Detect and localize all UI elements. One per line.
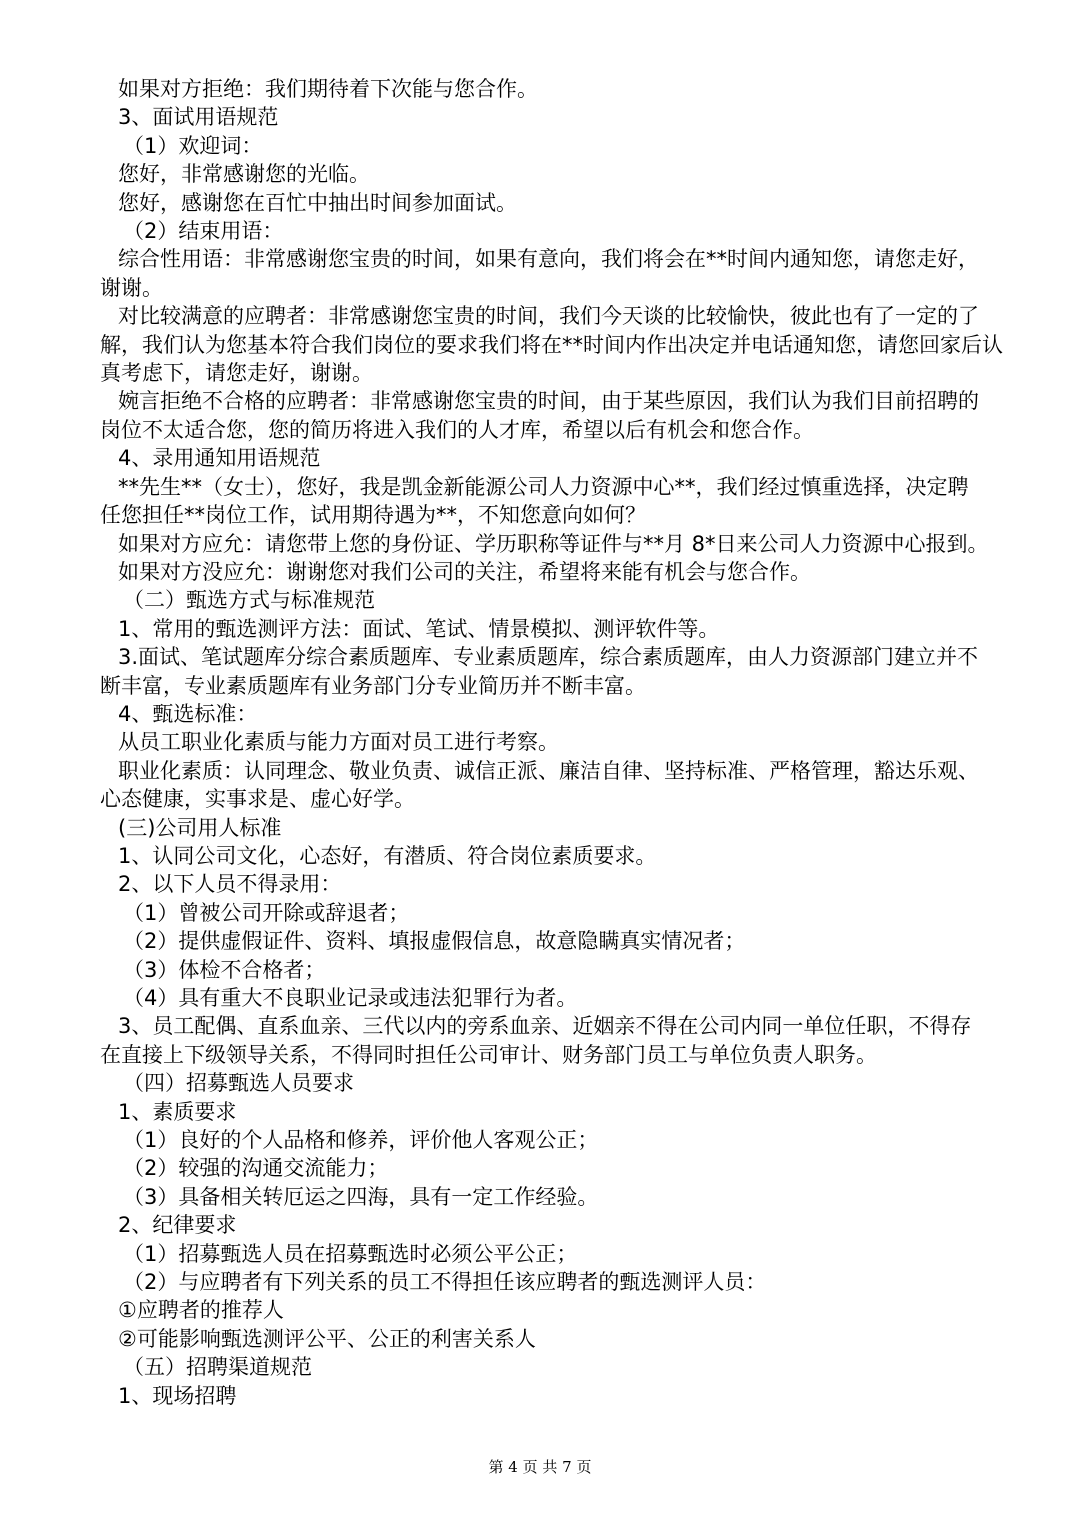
list-item: （2）较强的沟通交流能力； xyxy=(123,1156,389,1181)
text-line-continuation: 心态健康，实事求是、虚心好学。 xyxy=(100,787,415,812)
text-line: 3.面试、笔试题库分综合素质题库、专业素质题库，综合素质题库，由人力资源部门建立并不 xyxy=(118,645,979,670)
text-line-continuation: 在直接上下级领导关系，不得同时担任公司审计、财务部门员工与单位负责人职务。 xyxy=(100,1042,877,1067)
text-line: 1、常用的甄选测评方法：面试、笔试、情景模拟、测评软件等。 xyxy=(118,616,720,641)
text-line: 如果对方应允：请您带上您的身份证、学历职称等证件与**月 8*日来公司人力资源中心报到。 xyxy=(118,531,989,556)
list-item: （3）具备相关转厄运之四海，具有一定工作经验。 xyxy=(123,1184,599,1209)
text-line: 如果对方没应允：谢谢您对我们公司的关注，希望将来能有机会与您合作。 xyxy=(118,559,811,584)
text-line: 2、以下人员不得录用： xyxy=(118,872,342,897)
list-item: （1）良好的个人品格和修养，评价他人客观公正； xyxy=(123,1128,599,1153)
list-item: （2）提供虚假证件、资料、填报虚假信息，故意隐瞒真实情况者； xyxy=(123,929,746,954)
list-item: （1）曾被公司开除或辞退者； xyxy=(123,900,410,925)
text-line-continuation: 断丰富，专业素质题库有业务部门分专业简历并不断丰富。 xyxy=(100,673,646,698)
document-body xyxy=(100,75,1006,1410)
text-line: 您好，非常感谢您的光临。 xyxy=(118,162,370,187)
section-heading: (三)公司用人标准 xyxy=(118,815,282,840)
section-heading: （二）甄选方式与标准规范 xyxy=(123,588,375,613)
list-item: （1）招募甄选人员在招募甄选时必须公平公正； xyxy=(123,1241,578,1266)
text-line: **先生**（女士），您好，我是凯金新能源公司人力资源中心**，我们经过慎重选择，决定聘 xyxy=(118,474,969,499)
text-line: 从员工职业化素质与能力方面对员工进行考察。 xyxy=(118,730,559,755)
subsection-heading: （1）欢迎词： xyxy=(123,133,263,158)
list-item: ②可能影响甄选测评公平、公正的利害关系人 xyxy=(118,1326,536,1351)
text-line: 如果对方拒绝：我们期待着下次能与您合作。 xyxy=(118,77,538,101)
text-line-continuation: 岗位不太适合您，您的简历将进入我们的人才库，希望以后有机会和您合作。 xyxy=(100,417,814,442)
section-heading: 4、甄选标准： xyxy=(118,701,258,726)
list-item: （4）具有重大不良职业记录或违法犯罪行为者。 xyxy=(123,986,578,1010)
list-item: （2）与应聘者有下列关系的员工不得担任该应聘者的甄选测评人员： xyxy=(123,1270,767,1295)
text-line-continuation: 解，我们认为您基本符合我们岗位的要求我们将在**时间内作出决定并电话通知您，请您回家后认 xyxy=(100,332,1003,357)
text-line-continuation: 任您担任**岗位工作，试用期待遇为**，不知您意向如何？ xyxy=(100,503,646,528)
text-line: 3、员工配偶、直系血亲、三代以内的旁系血亲、近姻亲不得在公司内同一单位任职，不得存 xyxy=(118,1014,972,1039)
text-line: 婉言拒绝不合格的应聘者：非常感谢您宝贵的时间，由于某些原因，我们认为我们目前招聘的 xyxy=(118,389,979,414)
section-heading: 1、素质要求 xyxy=(118,1099,237,1124)
section-heading: （四）招募甄选人员要求 xyxy=(123,1071,354,1096)
list-item: ①应聘者的推荐人 xyxy=(118,1298,284,1323)
section-heading: 1、现场招聘 xyxy=(118,1383,237,1408)
text-line: 1、认同公司文化，心态好，有潜质、符合岗位素质要求。 xyxy=(118,843,657,868)
page-footer: 第 4 页 共 7 页 xyxy=(488,1458,592,1476)
list-item: （3）体检不合格者； xyxy=(123,957,326,982)
text-line: 对比较满意的应聘者：非常感谢您宝贵的时间，我们今天谈的比较愉快，彼此也有了一定的了 xyxy=(118,304,979,329)
text-line-continuation: 谢谢。 xyxy=(100,275,163,300)
section-heading: 2、纪律要求 xyxy=(118,1213,237,1238)
text-line: 综合性用语：非常感谢您宝贵的时间，如果有意向，我们将会在**时间内通知您，请您走好， xyxy=(118,247,979,272)
text-line: 您好，感谢您在百忙中抽出时间参加面试。 xyxy=(118,190,517,215)
text-line: 职业化素质：认同理念、敬业负责、诚信正派、廉洁自律、坚持标准、严格管理，豁达乐观、 xyxy=(118,758,979,783)
section-heading: 4、录用通知用语规范 xyxy=(118,446,321,471)
section-heading: （五）招聘渠道规范 xyxy=(123,1355,312,1380)
text-line-continuation: 真考虑下，请您走好，谢谢。 xyxy=(100,361,373,386)
section-heading: 3、面试用语规范 xyxy=(118,105,279,130)
subsection-heading: （2）结束用语： xyxy=(123,219,284,244)
